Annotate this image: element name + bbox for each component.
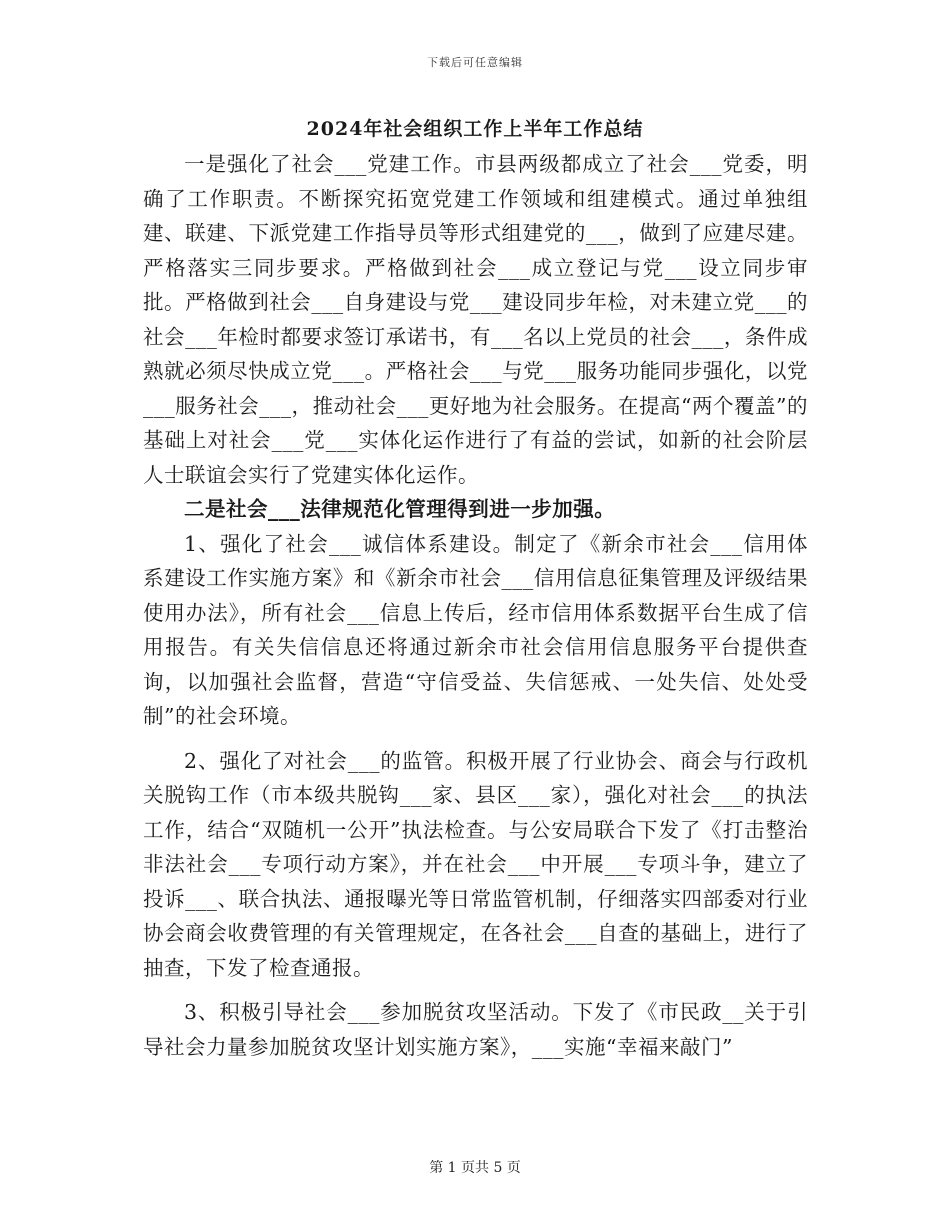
paragraph-party-building: 一是强化了社会___党建工作。市县两级都成立了社会___党委，明确了工作职责。不断探究拓宽党建工作领域和组建模式。通过单独组建、联建、下派党建工作指导员等形式组建党的___，做到了应建尽建。严格落实三同步要求。严格做到社会___成立登记与党___设立同步审批。严格做到社会___自身建设与党___建设同步年检，对未建立党___的社会___年检时都要求签订承诺书，有___名以上党员的社会___，条件成熟就必须尽快成立党___。严格社会___与党___服务功能同步强化，以党___服务社会___，推动社会___更好地为社会服务。在提高“两个覆盖”的基础上对社会___党___实体化运作进行了有益的尝试，如新的社会阶层人士联谊会实行了党建实体化运作。 bbox=[143, 152, 808, 487]
page-header-note: 下载后可任意编辑 bbox=[427, 56, 523, 69]
paragraph-credit-system: 1、强化了社会___诚信体系建设。制定了《新余市社会___信用体系建设工作实施方案》和《新余市社会___信用信息征集管理及评级结果使用办法》，所有社会___信息上传后，经市信用体系数据平台生成了信用报告。有关失信信息还将通过新余市社会信用信息服务平台提供查询，以加强社会监督，营造“守信受益、失信惩戒、一处失信、处处受制”的社会环境。 bbox=[143, 531, 808, 728]
paragraph-supervision: 2、强化了对社会___的监管。积极开展了行业协会、商会与行政机关脱钩工作（市本级共脱钩___家、县区___家），强化对社会___的执法工作，结合“双随机一公开”执法检查。与公安局联合下发了《打击整治非法社会___专项行动方案》，并在社会___中开展___专项斗争，建立了投诉___、联合执法、通报曝光等日常监管机制，仔细落实四部委对行业协会商会收费管理的有关管理规定，在各社会___自查的基础上，进行了抽查，下发了检查通报。 bbox=[143, 748, 808, 980]
paragraph-poverty-alleviation: 3、积极引导社会___参加脱贫攻坚活动。下发了《市民政__关于引导社会力量参加脱贫攻坚计划实施方案》，___实施“幸福来敲门” bbox=[143, 1000, 808, 1059]
section-heading-legal-management: 二是社会___法律规范化管理得到进一步加强。 bbox=[184, 497, 616, 521]
document-body bbox=[143, 147, 808, 1064]
page-number: 第 1 页共 5 页 bbox=[429, 1160, 521, 1176]
document-title: 2024年社会组织工作上半年工作总结 bbox=[306, 118, 644, 140]
